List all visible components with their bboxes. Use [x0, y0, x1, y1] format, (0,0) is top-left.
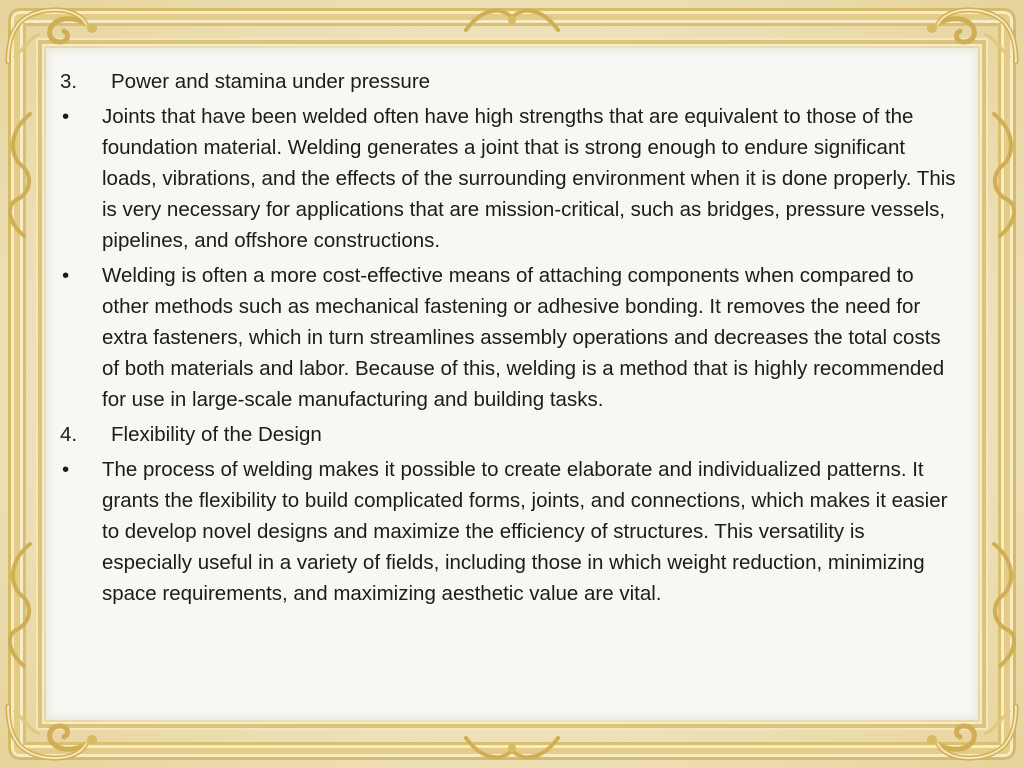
list-number: 3.	[60, 70, 78, 93]
bullet-icon: •	[62, 264, 70, 287]
section-heading: Power and stamina under pressure	[111, 70, 431, 93]
bullet-text: The process of welding makes it possible to create elaborate and individualized patterns. It grants the flexibility to build complicated forms, joints, and connections, which makes it easier to develop novel designs and maximize the efficiency of structures. This versatility is especially useful in a variety of fields, including those in which weight reduction, minimizing space requirements, and maximizing aesthetic value are vital.	[102, 458, 948, 605]
top-center-ornament-icon	[462, 0, 562, 40]
section-heading: Flexibility of the Design	[111, 423, 322, 446]
bullet-item	[60, 101, 960, 256]
bullet-icon: •	[62, 458, 70, 481]
slide-body	[60, 66, 960, 613]
bottom-center-ornament-icon	[462, 728, 562, 768]
bullet-item	[60, 454, 960, 609]
bullet-text: Joints that have been welded often have high strengths that are equivalent to those of the foundation material. Welding generates a joint that is strong enough to endure significant loads, vibrations, and the effects of the surrounding environment when it is done properly. This is very necessary for applications that are mission-critical, such as bridges, pressure vessels, pipelines, and offshore constructions.	[102, 105, 956, 252]
bullet-icon: •	[62, 105, 70, 128]
side-scroll-ornament-icon	[0, 110, 40, 240]
bullet-text: Welding is often a more cost-effective means of attaching components when compared to other methods such as mechanical fastening or adhesive bonding. It removes the need for extra fasteners, which in turn streamlines assembly operations and decreases the total costs of both materials and labor. Because of this, welding is a method that is highly recommended for use in large-scale manufacturing and building tasks.	[102, 264, 945, 411]
numbered-item	[60, 419, 960, 450]
side-scroll-ornament-icon	[984, 540, 1024, 670]
bullet-item	[60, 260, 960, 415]
side-scroll-ornament-icon	[984, 110, 1024, 240]
list-number: 4.	[60, 423, 78, 446]
side-scroll-ornament-icon	[0, 540, 40, 670]
numbered-item	[60, 66, 960, 97]
